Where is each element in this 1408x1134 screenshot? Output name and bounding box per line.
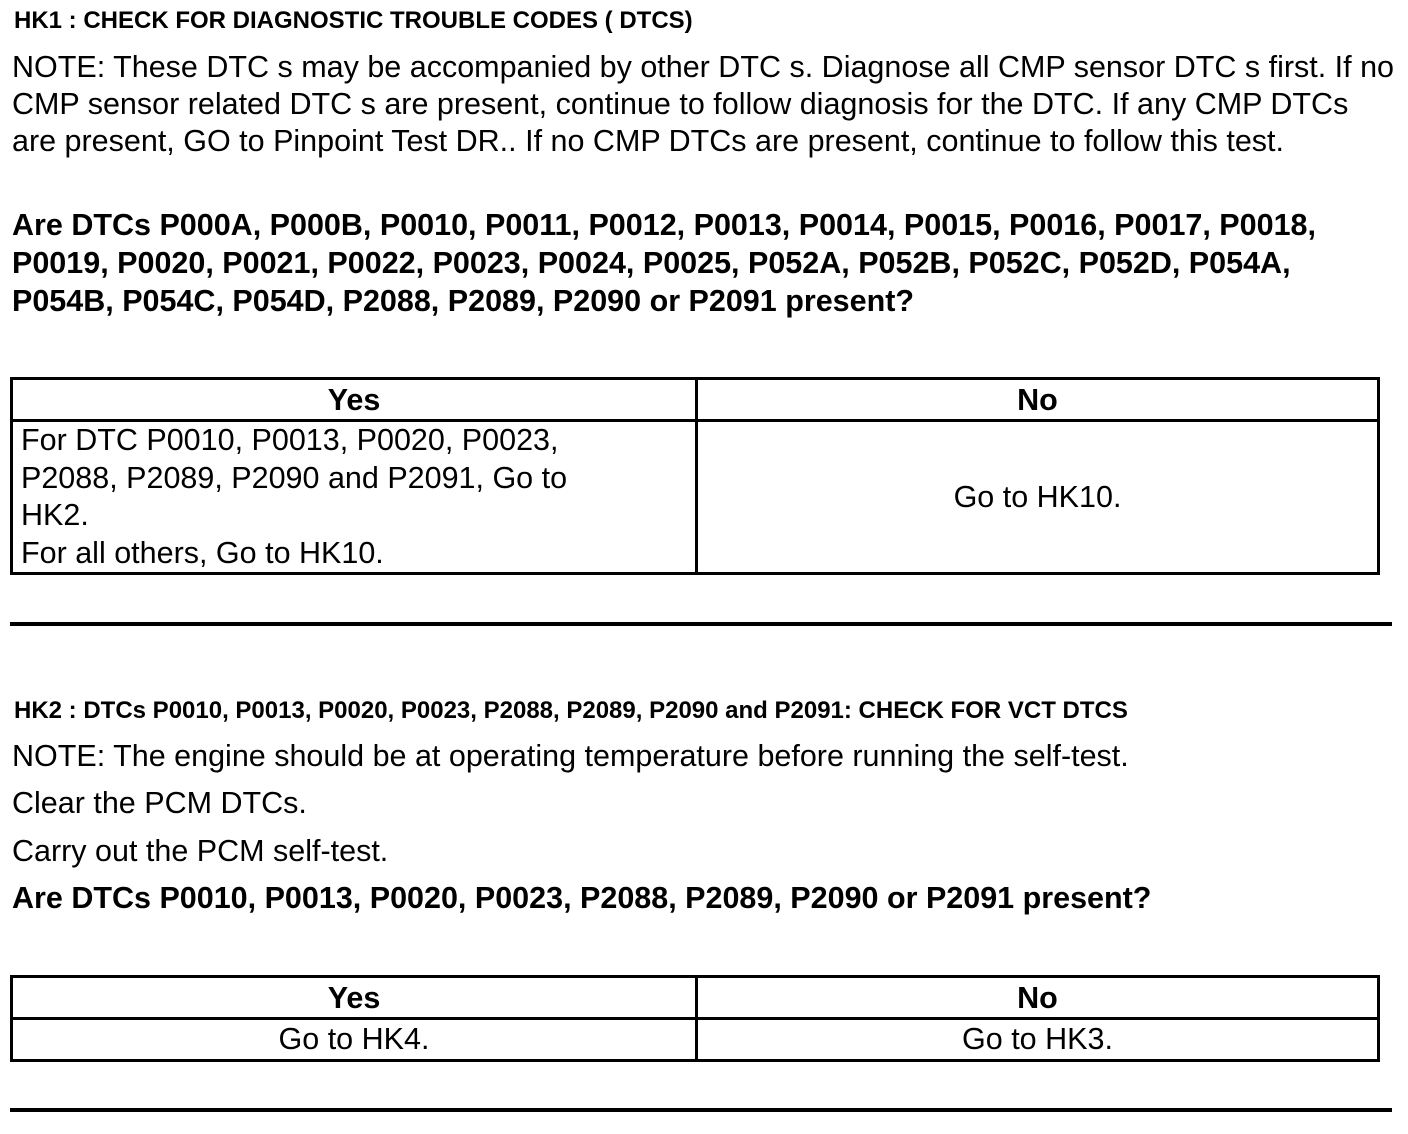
hk1-yes-header: Yes: [12, 379, 697, 421]
hk1-question: Are DTCs P000A, P000B, P0010, P0011, P0012, P0013, P0014, P0015, P0016, P0017, P0018, P0019, P0020, P0021, P0022, P0023, P0024, P0025, P052A, P052B, P052C, P052D, P054A, P054B, P054C, P054D, P2088, P2089, P2090 or P2091 present?: [12, 208, 1316, 318]
hk1-no-cell: [697, 421, 1379, 574]
hk1-yes-cell: [12, 421, 697, 574]
section-divider: [10, 622, 1392, 626]
hk2-no-header: No: [697, 977, 1379, 1019]
hk1-yes-line: For DTC P0010, P0013, P0020, P0023,: [21, 423, 559, 457]
hk2-no-cell: [697, 1019, 1379, 1061]
hk2-yes-no-table: [10, 975, 1380, 1062]
section-divider: [10, 1108, 1392, 1112]
hk1-yes-line: HK2.: [21, 498, 89, 532]
hk2-note: NOTE: The engine should be at operating temperature before running the self-test.: [12, 739, 1129, 773]
hk2-heading: HK2 : DTCs P0010, P0013, P0020, P0023, P2088, P2089, P2090 and P2091: CHECK FOR VCT DTCS: [14, 697, 1128, 724]
hk1-heading: HK1 : CHECK FOR DIAGNOSTIC TROUBLE CODES ( DTCS): [14, 7, 693, 34]
hk1-no-header: No: [697, 379, 1379, 421]
hk1-yes-line: P2088, P2089, P2090 and P2091, Go to: [21, 460, 568, 495]
hk2-yes-header: Yes: [12, 977, 697, 1019]
hk2-yes-text: Go to HK4.: [278, 1022, 430, 1056]
hk2-no-text: Go to HK3.: [962, 1022, 1113, 1056]
hk2-question: Are DTCs P0010, P0013, P0020, P0023, P2088, P2089, P2090 or P2091 present?: [12, 881, 1152, 915]
hk1-yes-no-table: [10, 377, 1380, 575]
hk2-step-self-test: Carry out the PCM self-test.: [12, 834, 389, 868]
hk1-note: NOTE: These DTC s may be accompanied by other DTC s. Diagnose all CMP sensor DTC s first. If no CMP sensor related DTC s are present, continue to follow diagnosis for the DTC. If any CMP DTCs are present, GO to Pinpoint Test DR.. If no CMP DTCs are present, continue to follow this test.: [12, 50, 1395, 158]
hk2-yes-cell: [12, 1019, 697, 1061]
hk1-no-text: Go to HK10.: [953, 479, 1122, 514]
hk1-yes-line: For all others, Go to HK10.: [21, 535, 384, 570]
hk2-step-clear-dtcs: Clear the PCM DTCs.: [12, 786, 307, 820]
